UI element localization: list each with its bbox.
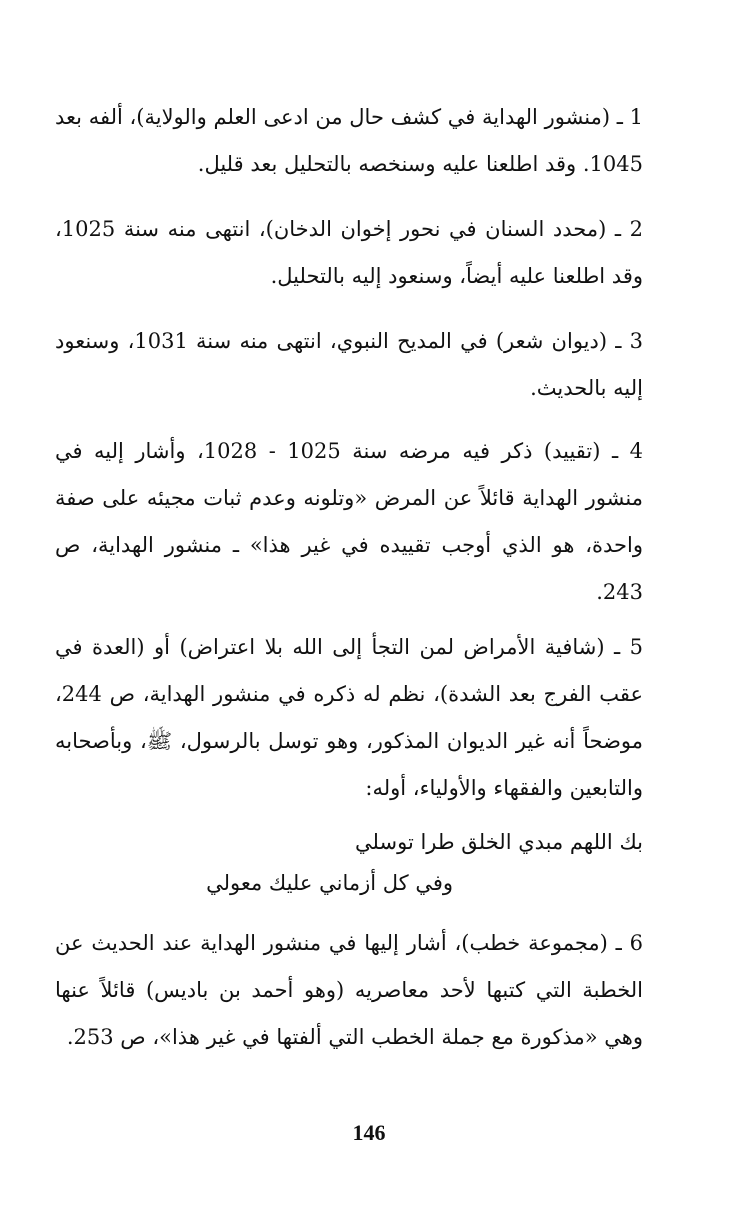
page-number: 146: [352, 1120, 386, 1145]
paragraph-6: 6 ـ (مجموعة خطب)، أشار إليها في منشور الهداية عند الحديث عن الخطبة التي كتبها لأحد معاصريه (وهو أحمد بن باديس) قائلاً عنها وهي «مذكورة مع جملة الخطب التي ألفتها في غير هذا»، ص 253.: [55, 931, 643, 1049]
verse-line-2: وفي كل أزماني عليك معولي: [206, 871, 453, 895]
paragraph-4: 4 ـ (تقييد) ذكر فيه مرضه سنة 1025 - 1028، وأشار إليه في منشور الهداية قائلاً عن المرض «وتلونه وعدم ثبات مجيئه على صفة واحدة، هو الذي أوجب تقييده في غير هذا» ـ منشور الهداية، ص 243.: [55, 439, 643, 604]
paragraph-1: 1 ـ (منشور الهداية في كشف حال من ادعى العلم والولاية)، ألفه بعد 1045. وقد اطلعنا عليه وسنخصه بالتحليل بعد قليل.: [55, 105, 643, 176]
paragraph-2: 2 ـ (محدد السنان في نحور إخوان الدخان)، انتهى منه سنة 1025، وقد اطلعنا عليه أيضاً، وسنعود إليه بالتحليل.: [55, 217, 643, 288]
paragraph-5: 5 ـ (شافية الأمراض لمن التجأ إلى الله بلا اعتراض) أو (العدة في عقب الفرج بعد الشدة)، نظم له ذكره في منشور الهداية، ص 244، موضحاً أنه غير الديوان المذكور، وهو توسل بالرسول، ﷺ، وبأصحابه والتابعين والفقهاء والأولياء، أوله:: [55, 635, 643, 800]
verse-line-1: بك اللهم مبدي الخلق طرا توسلي: [355, 830, 643, 854]
paragraph-3: 3 ـ (ديوان شعر) في المديح النبوي، انتهى منه سنة 1031، وسنعود إليه بالحديث.: [55, 329, 643, 400]
